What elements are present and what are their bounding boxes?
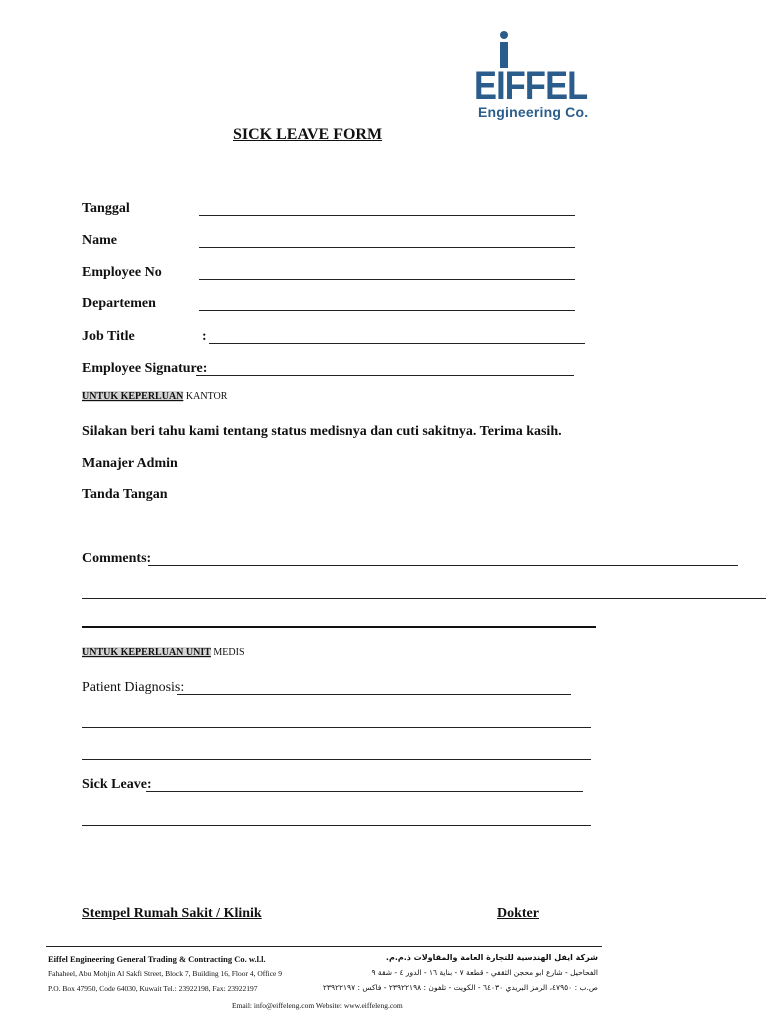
field-line-name[interactable] [199, 233, 575, 248]
company-logo [474, 30, 604, 125]
diagnosis-line-2[interactable] [82, 713, 591, 728]
doctor-label: Dokter [497, 906, 539, 921]
section-divider [82, 612, 596, 628]
sick-leave-line-2[interactable] [82, 811, 591, 826]
sick-leave-line-1[interactable] [146, 777, 583, 792]
field-line-job-title[interactable] [209, 329, 585, 344]
footer-address-ar: الفحاحيل - شارع ابو محجن الثقفي - قطعة ٧ - بناية ١٦ - الدور ٤ - شقة ٩ [371, 968, 598, 977]
comments-line-1[interactable] [148, 551, 738, 566]
field-label-employee-signature: Employee Signature: [82, 361, 208, 376]
comments-label: Comments: [82, 551, 152, 566]
manager-signature-label: Tanda Tangan [82, 487, 168, 502]
section-heading-office [82, 391, 227, 402]
comments-line-2[interactable] [82, 584, 766, 599]
field-separator-job-title: : [202, 329, 207, 344]
field-label-name: Name [82, 233, 117, 248]
section-heading-medical [82, 647, 245, 658]
diagnosis-label: Patient Diagnosis: [82, 680, 185, 695]
footer-company-en: Eiffel Engineering General Trading & Contracting Co. w.l.l. [48, 954, 266, 964]
hospital-stamp-label: Stempel Rumah Sakit / Klinik [82, 906, 262, 921]
section-heading-office-rest: KANTOR [183, 391, 228, 402]
logo-subtitle: Engineering Co. [478, 104, 589, 120]
field-label-employee-no: Employee No [82, 265, 162, 280]
manager-label: Manajer Admin [82, 456, 178, 471]
diagnosis-line-3[interactable] [82, 745, 591, 760]
footer-rule [46, 946, 602, 947]
footer-po-en: P.O. Box 47950, Code 64030, Kuwait Tel.: 23922198, Fax: 23922197 [48, 984, 258, 993]
field-line-tanggal[interactable] [199, 201, 575, 216]
section-heading-office-highlight: UNTUK KEPERLUAN [82, 391, 184, 402]
field-line-employee-no[interactable] [199, 265, 575, 280]
field-label-departemen: Departemen [82, 296, 156, 311]
office-message: Silakan beri tahu kami tentang status medisnya dan cuti sakitnya. Terima kasih. [82, 424, 562, 439]
diagnosis-line-1[interactable] [177, 680, 571, 695]
page-title: SICK LEAVE FORM [233, 126, 383, 143]
footer-address-en: Fahaheel, Abu Mohjin Al Sakfi Street, Block 7, Building 16, Floor 4, Office 9 [48, 969, 283, 978]
sick-leave-label: Sick Leave: [82, 777, 152, 792]
field-line-employee-signature[interactable] [196, 361, 574, 376]
field-label-tanggal: Tanggal [82, 201, 130, 216]
section-heading-medical-highlight: UNTUK KEPERLUAN UNIT [82, 647, 211, 658]
field-label-job-title: Job Title [82, 329, 135, 344]
field-line-departemen[interactable] [199, 296, 575, 311]
footer-po-ar: ص.ب : ٤٧٩٥٠، الرمز البريدي ٦٤٠٣٠ - الكويت - تلفون : ٢٣٩٢٢١٩٨ - فاكس : ٢٣٩٢٢١٩٧ [322, 983, 598, 992]
section-heading-medical-rest: MEDIS [210, 647, 245, 658]
footer-company-ar: شركة ايفل الهندسية للتجارة العامة والمقاولات ذ.م.م. [385, 953, 598, 962]
footer-contact[interactable]: Email: info@eiffeleng.com Website: www.eiffeleng.com [232, 1001, 403, 1010]
logo-wordmark: EIFFEL [474, 64, 588, 108]
